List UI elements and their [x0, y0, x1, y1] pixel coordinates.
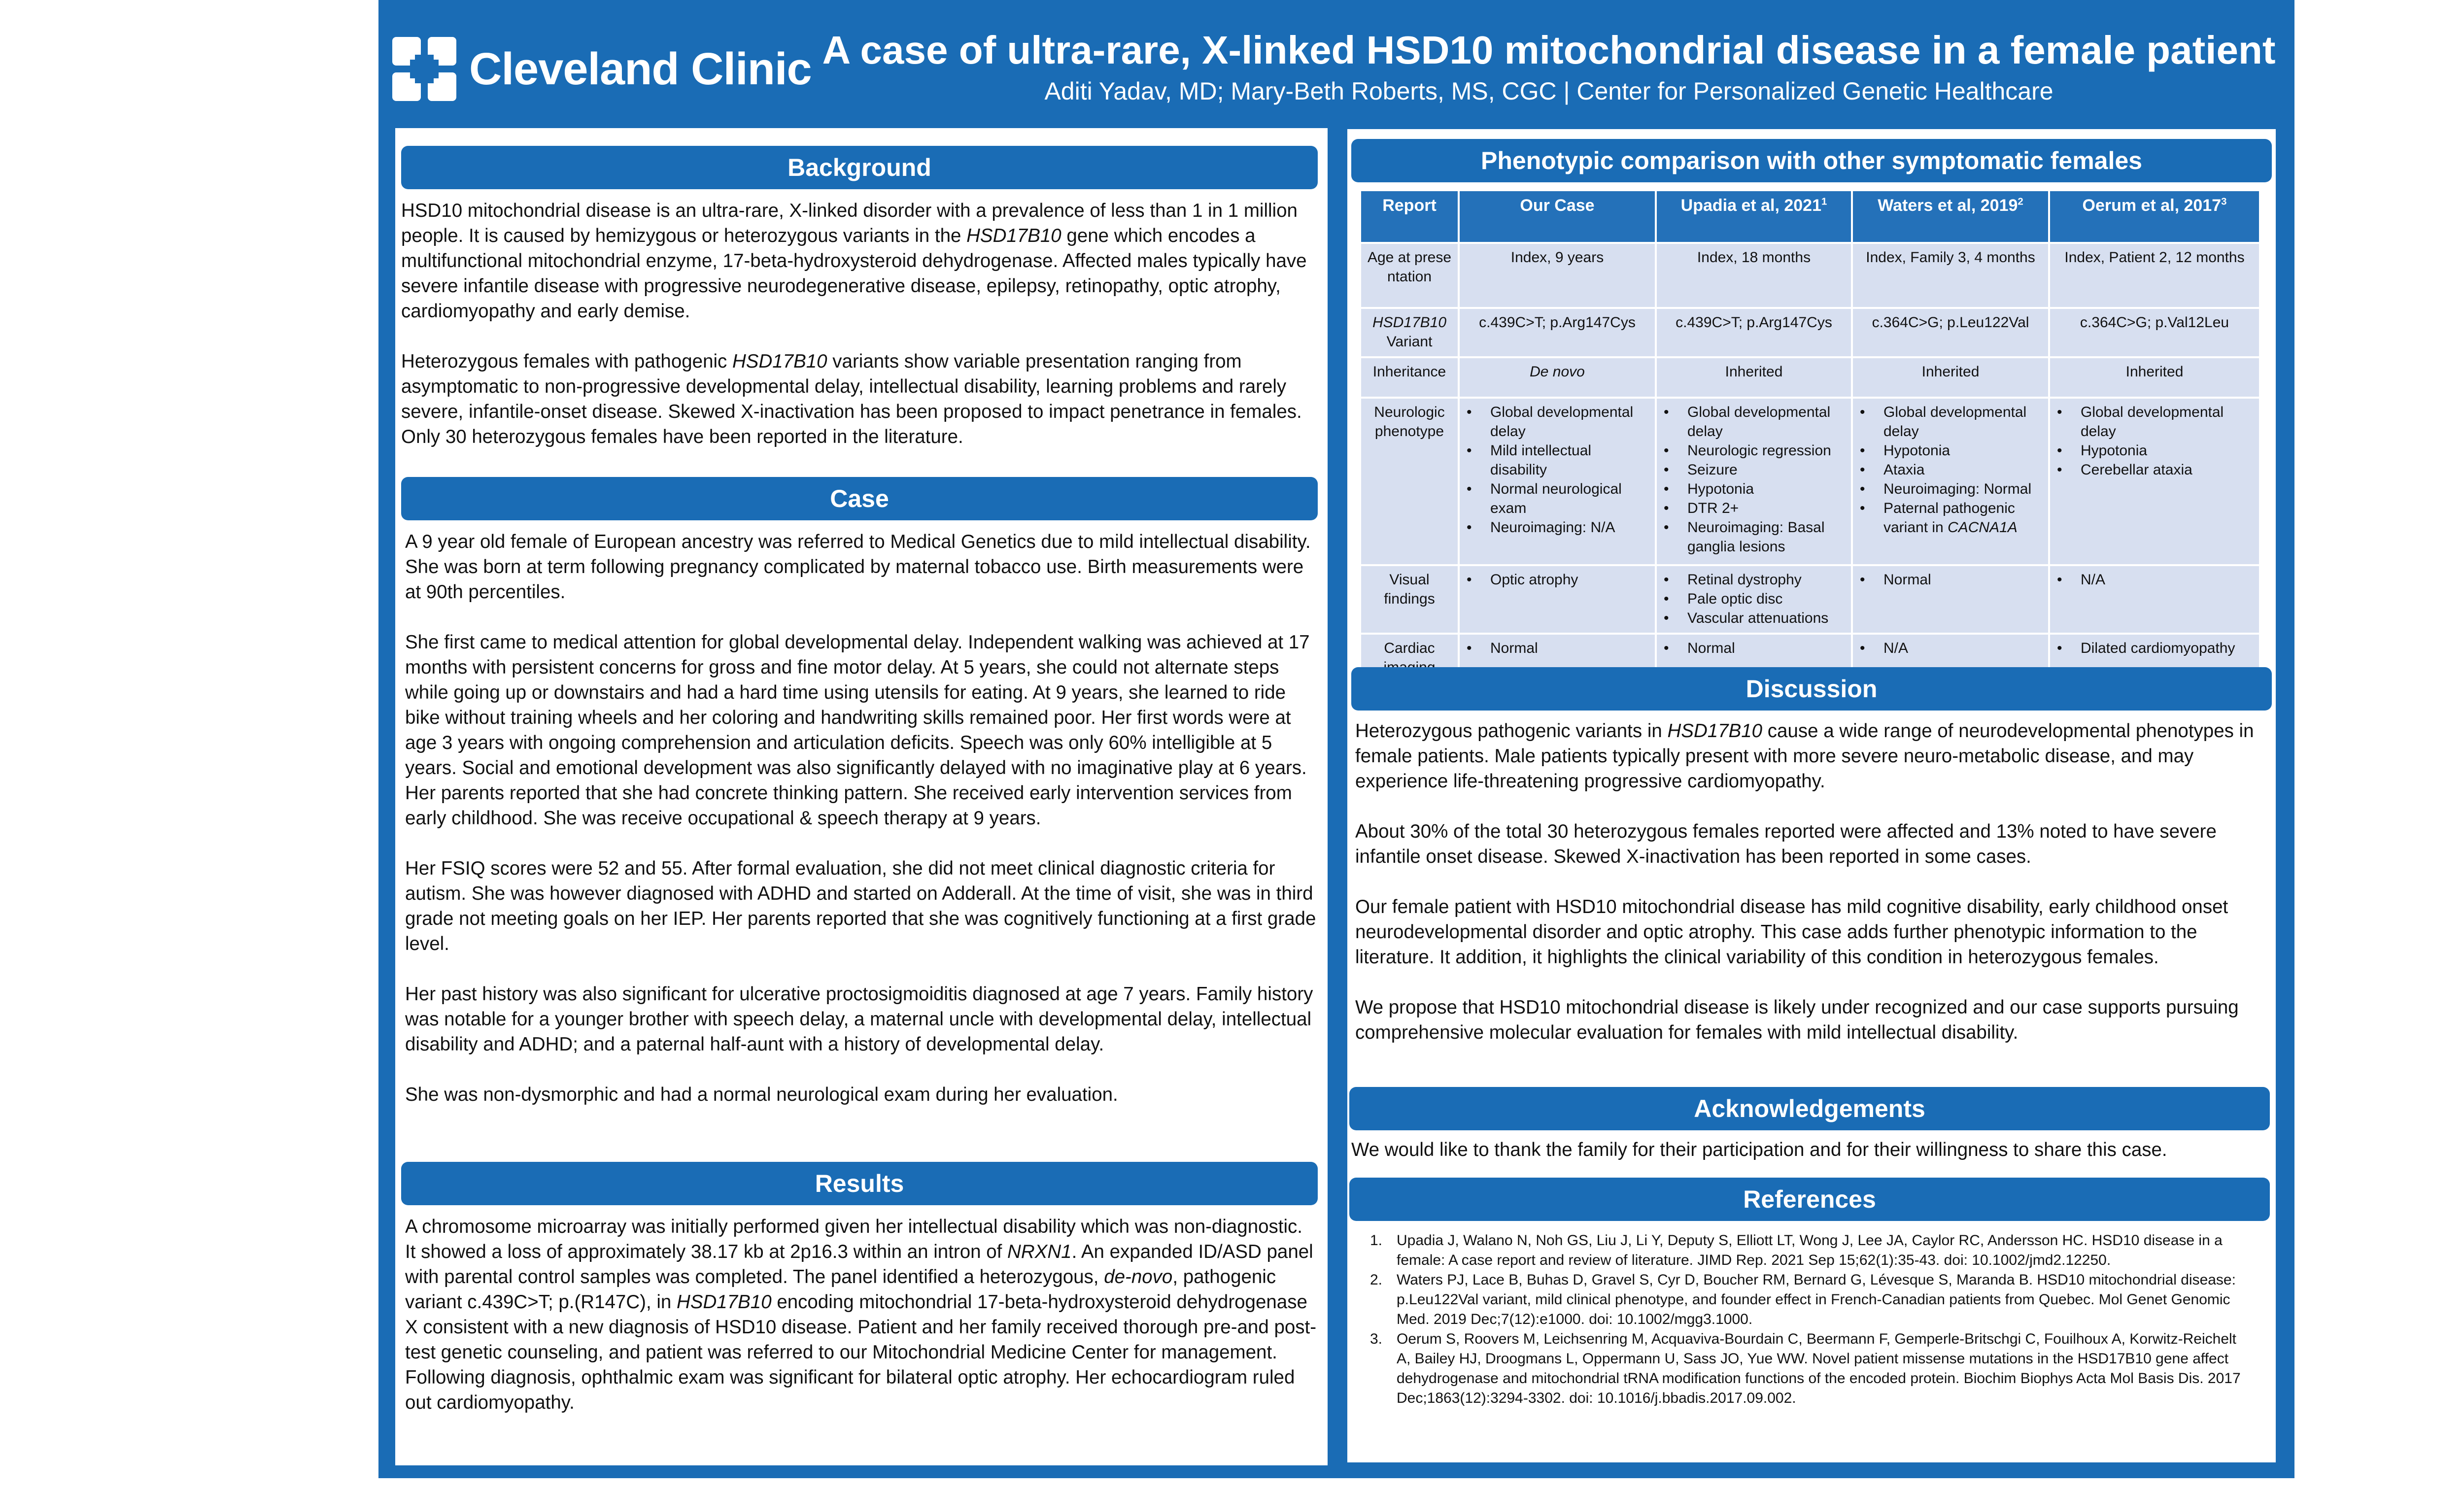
list-item: • Neuroimaging: N/A	[1490, 518, 1652, 537]
discussion-paragraph-3: Our female patient with HSD10 mitochondrial disease has mild cognitive disability, early childhood onset neurodevelopmental disorder and optic atrophy. This case adds further phenotypic information to the literature. It addition, it highlights the clinical variability of this condition in heterozygous females.	[1355, 896, 2228, 968]
row-label-neurologic: Neurologic phenotype	[1361, 398, 1459, 565]
reference-number: 1.	[1370, 1232, 1383, 1249]
table-cell: Index, Patient 2, 12 months	[2049, 243, 2260, 308]
list-item: • Normal	[1883, 570, 2045, 589]
discussion-paragraph-2: About 30% of the total 30 heterozygous females reported were affected and 13% noted to have severe infantile onset disease. Skewed X-inactivation has been reported in some cases.	[1355, 821, 2217, 867]
list-item: • Normal	[1687, 639, 1848, 658]
table-row-neurologic	[1361, 398, 2260, 565]
background-paragraph-2: Heterozygous females with pathogenic HSD17B10 variants show variable presentation ranging from asymptomatic to non-progressive developmental delay, intellectual disability, learning problems and rarely severe, infantile-onset disease. Skewed X-inactivation has been proposed to impact penetrance in females. Only 30 heterozygous females have been reported in the literature.	[401, 351, 1302, 447]
table-cell	[1852, 398, 2049, 565]
list-item: • Global developmental delay	[1490, 403, 1652, 441]
list-item: • Neuroimaging: Basal ganglia lesions	[1687, 518, 1848, 556]
references-text	[1355, 1231, 2252, 1408]
reference-text: Upadia J, Walano N, Noh GS, Liu J, Li Y, Deputy S, Elliott LT, Wong J, Lee JA, Caylor RC, Andersson HC. HSD10 disease in a female: A case report and review of literature. JIMD Rep. 2021 Sep 15;62(1):35-43. doi: 10.1002/jmd2.12250.	[1397, 1232, 2223, 1268]
list-item: • Normal neurological exam	[1490, 479, 1652, 518]
column-header-report: Report	[1361, 191, 1459, 243]
table-cell: Index, 18 months	[1656, 243, 1852, 308]
background-heading: Background	[401, 146, 1318, 189]
references-heading: References	[1349, 1178, 2270, 1221]
column-header-upadia: Upadia et al, 2021$^1$	[1656, 191, 1852, 243]
table-header-row	[1361, 191, 2260, 243]
column-header-our-case: Our Case	[1459, 191, 1656, 243]
column-header-waters: Waters et al, 2019$^2$	[1852, 191, 2049, 243]
table-cell	[1656, 398, 1852, 565]
row-label-age: Age at presentation	[1361, 243, 1459, 308]
background-text	[401, 198, 1319, 449]
reference-item	[1355, 1270, 2252, 1329]
row-label-cardiac: Cardiac	[1361, 634, 1459, 683]
table-cell: c.439C>T; p.Arg147Cys	[1459, 308, 1656, 357]
case-paragraph-2: She first came to medical attention for global developmental delay. Independent walking was achieved at 17 months with persistent concerns for gross and fine motor delay. At 5 years, she could not alternate steps while going up or downstairs and had a hard time using utensils for eating. At 9 years, she learned to ride bike without training wheels and her coloring and handwriting skills remained poor. Her first words were at age 3 years with ongoing comprehension and articulation deficits. Speech was only 60% intelligible at 5 years. Social and emotional development was also significantly delayed with no imaginative play at 6 years. Her parents reported that she had concrete thinking pattern. She received early intervention services from early childhood. She was receive occupational & speech therapy at 9 years.	[405, 632, 1310, 829]
case-paragraph-4: Her past history was also significant for ulcerative proctosigmoiditis diagnosed at age 7 years. Family history was notable for a younger brother with speech delay, a maternal uncle with developmental delay, intellectual disability and ADHD; and a paternal half-aunt with a history of developmental delay.	[405, 983, 1313, 1055]
list-item: • Dilated cardiomyopathy	[2081, 639, 2256, 658]
list-item: • Hypotonia	[1687, 479, 1848, 499]
table-row-age	[1361, 243, 2260, 308]
list-item: • Cerebellar ataxia	[2081, 460, 2256, 479]
list-item: • Mild intellectual disability	[1490, 441, 1652, 479]
left-column	[395, 128, 1328, 1465]
case-text	[405, 529, 1317, 1107]
reference-number: 3.	[1370, 1331, 1383, 1347]
reference-text: Waters PJ, Lace B, Buhas D, Gravel S, Cyr D, Boucher RM, Bernard G, Lévesque S, Maranda B. HSD10 mitochondrial disease: p.Leu122Val variant, mild clinical phenotype, and founder effect in French-Canadian patients from Quebec. Mol Genet Genomic Med. 2019 Dec;7(12):e1000. doi: 10.1002/mgg3.1000.	[1397, 1272, 2236, 1327]
discussion-paragraph-1: Heterozygous pathogenic variants in HSD17B10 cause a wide range of neurodevelopmental phenotypes in female patients. Male patients typically present with more severe neuro-metabolic disease, and may experience life-threatening progressive cardiomyopathy.	[1355, 720, 2254, 792]
row-label-inheritance: Inheritance	[1361, 357, 1459, 398]
poster-authors: Aditi Yadav, MD; Mary-Beth Roberts, MS, CGC | Center for Personalized Genetic Healthcare	[1044, 77, 2053, 105]
results-heading: Results	[401, 1162, 1318, 1205]
row-label-variant: HSD17B10 Variant	[1361, 308, 1459, 357]
table-cell: Index, Family 3, 4 months	[1852, 243, 2049, 308]
table-cell: c.364C>G; p.Val12Leu	[2049, 308, 2260, 357]
list-item: • Retinal dystrophy	[1687, 570, 1848, 589]
logo-text: Cleveland Clinic	[469, 43, 812, 94]
table-cell: Inherited	[1852, 357, 2049, 398]
list-item: • Ataxia	[1883, 460, 2045, 479]
list-item: • Global developmental delay	[1687, 403, 1848, 441]
list-item: • Neurologic regression	[1687, 441, 1848, 460]
results-text	[405, 1214, 1317, 1415]
column-header-oerum: Oerum et al, 2017$^3$	[2049, 191, 2260, 243]
list-item: • Seizure	[1687, 460, 1848, 479]
table-cell	[1459, 398, 1656, 565]
list-item: • DTR 2+	[1687, 499, 1848, 518]
reference-item	[1355, 1231, 2252, 1270]
reference-text: Oerum S, Roovers M, Leichsenring M, Acquaviva-Bourdain C, Beermann F, Gemperle-Britschgi C, Fouilhoux A, Korwitz-Reichelt A, Bailey HJ, Droogmans L, Oppermann U, Sass JO, Yue WW. Novel patient missense mutations in the HSD17B10 gene affect dehydrogenase and mitochondrial tRNA modification functions of the encoded protein. Biochim Biophys Acta Mol Basis Dis. 2017 Dec;1863(12):3294-3302. doi: 10.1016/j.bbadis.2017.09.002.	[1397, 1331, 2241, 1406]
phenotype-comparison-table	[1361, 191, 2261, 683]
acknowledgements-text: We would like to thank the family for their participation and for their willingness to share this case.	[1351, 1139, 2167, 1160]
poster-background	[378, 0, 2294, 1478]
discussion-heading: Discussion	[1351, 667, 2272, 711]
results-paragraph: A chromosome microarray was initially performed given her intellectual disability which was non-diagnostic. It showed a loss of approximately 38.17 kb at 2p16.3 within an intron of NRXN1. An expanded ID/ASD panel with parental control samples was completed. The panel identified a heterozygous, de-novo, pathogenic variant c.439C>T; p.(R147C), in HSD17B10 encoding mitochondrial 17-beta-hydroxysteroid dehydrogenase X consistent with a new diagnosis of HSD10 disease. Patient and her family received thorough pre-and post-test genetic counseling, and patient was referred to our Mitochondrial Medicine Center for management. Following diagnosis, ophthalmic exam was significant for bilateral optic atrophy. Her echocardiogram ruled out cardiomyopathy.	[405, 1216, 1317, 1413]
list-item: • Neuroimaging: Normal	[1883, 479, 2045, 499]
table-row-visual	[1361, 565, 2260, 634]
list-item: • Hypotonia	[2081, 441, 2256, 460]
list-item: • Pale optic disc	[1687, 589, 1848, 609]
list-item: • Paternal pathogenic variant in CACNA1A	[1883, 499, 2045, 537]
row-label-visual: Visual findings	[1361, 565, 1459, 634]
list-item: • Global developmental delay	[2081, 403, 2256, 441]
table-cell	[2049, 398, 2260, 565]
reference-number: 2.	[1370, 1272, 1383, 1288]
poster-title: A case of ultra-rare, X-linked HSD10 mitochondrial disease in a female patient	[822, 28, 2276, 72]
case-paragraph-1: A 9 year old female of European ancestry was referred to Medical Genetics due to mild intellectual disability. She was born at term following pregnancy complicated by maternal tobacco use. Birth measurements were at 90th percentiles.	[405, 531, 1311, 603]
table-cell: De novo	[1459, 357, 1656, 398]
table-cell: c.439C>T; p.Arg147Cys	[1656, 308, 1852, 357]
case-paragraph-5: She was non-dysmorphic and had a normal neurological exam during her evaluation.	[405, 1084, 1118, 1105]
table-cell: Inherited	[1656, 357, 1852, 398]
list-item: • Normal	[1490, 639, 1652, 658]
references-list	[1355, 1231, 2252, 1408]
list-item: • N/A	[2081, 570, 2256, 589]
discussion-text	[1355, 718, 2270, 1045]
cleveland-clinic-cross-icon	[392, 37, 456, 101]
reference-item	[1355, 1329, 2252, 1408]
acknowledgements-heading: Acknowledgements	[1349, 1087, 2270, 1130]
table-cell: c.364C>G; p.Leu122Val	[1852, 308, 2049, 357]
case-heading: Case	[401, 477, 1318, 520]
table-row-variant	[1361, 308, 2260, 357]
list-item: • Vascular attenuations	[1687, 609, 1848, 628]
table-cell: Index, 9 years	[1459, 243, 1656, 308]
case-paragraph-3: Her FSIQ scores were 52 and 55. After formal evaluation, she did not meet clinical diagnostic criteria for autism. She was however diagnosed with ADHD and started on Adderall. At the time of visit, she was in third grade not meeting goals on her IEP. Her parents reported that she was cognitively functioning at a first grade level.	[405, 858, 1316, 954]
background-paragraph-1: HSD10 mitochondrial disease is an ultra-rare, X-linked disorder with a prevalence of less than 1 in 1 million people. It is caused by hemizygous or heterozygous variants in the HSD17B10 gene which encodes a multifunctional mitochondrial enzyme, 17-beta-hydroxysteroid dehydrogenase. Affected males typically have severe infantile disease with progressive neurodegenerative disease, epilepsy, retinopathy, optic atrophy, cardiomyopathy and early demise.	[401, 200, 1307, 322]
table-cell: Inherited	[2049, 357, 2260, 398]
table-cell	[2049, 565, 2260, 634]
list-item: • Optic atrophy	[1490, 570, 1652, 589]
list-item: • Global developmental delay	[1883, 403, 2045, 441]
cleveland-clinic-logo	[392, 34, 812, 103]
table-cell	[1852, 565, 2049, 634]
table-cell	[1656, 565, 1852, 634]
table-row-inheritance	[1361, 357, 2260, 398]
table-cell	[1459, 565, 1656, 634]
list-item: • Hypotonia	[1883, 441, 2045, 460]
right-column	[1347, 129, 2276, 1462]
phenotype-heading: Phenotypic comparison with other symptomatic females	[1351, 139, 2272, 182]
poster-header	[378, 0, 2294, 132]
discussion-paragraph-4: We propose that HSD10 mitochondrial disease is likely under recognized and our case supports pursuing comprehensive molecular evaluation for females with mild intellectual disability.	[1355, 997, 2239, 1043]
list-item: • N/A	[1883, 639, 2045, 658]
